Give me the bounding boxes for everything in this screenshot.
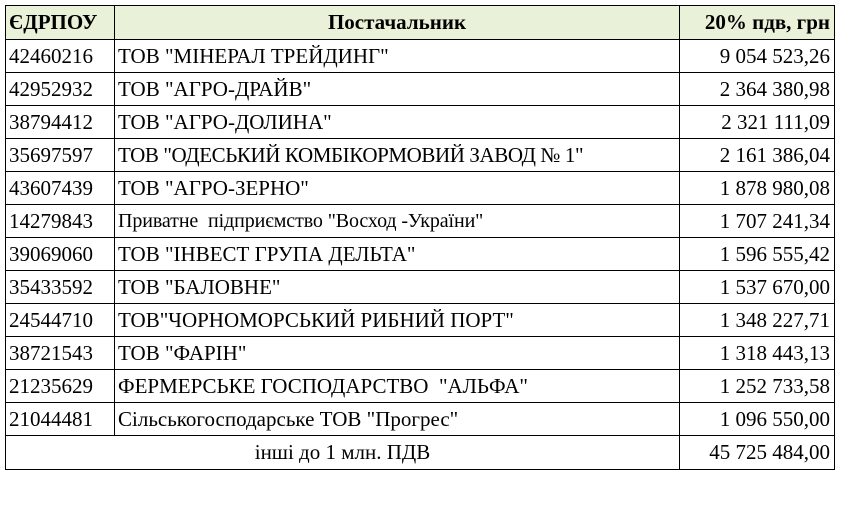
cell-supplier: ТОВ "ІНВЕСТ ГРУПА ДЕЛЬТА" — [115, 238, 680, 271]
cell-supplier: ТОВ "АГРО-ДРАЙВ" — [115, 73, 680, 106]
cell-supplier: ТОВ "АГРО-ДОЛИНА" — [115, 106, 680, 139]
table-row — [6, 304, 835, 337]
cell-supplier: ТОВ"ЧОРНОМОРСЬКИЙ РИБНИЙ ПОРТ" — [115, 304, 680, 337]
total-vat: 45 725 484,00 — [680, 436, 835, 470]
cell-vat: 1 537 670,00 — [680, 271, 835, 304]
cell-vat: 2 161 386,04 — [680, 139, 835, 172]
table-row — [6, 271, 835, 304]
column-header-code: ЄДРПОУ — [6, 6, 115, 40]
supplier-vat-table — [5, 5, 835, 470]
table-row — [6, 40, 835, 73]
table-row — [6, 370, 835, 403]
cell-code: 21235629 — [6, 370, 115, 403]
table-row — [6, 172, 835, 205]
cell-vat: 1 318 443,13 — [680, 337, 835, 370]
cell-vat: 1 878 980,08 — [680, 172, 835, 205]
table-row — [6, 337, 835, 370]
cell-code: 42952932 — [6, 73, 115, 106]
cell-supplier: Приватне підприємство "Восход -України" — [115, 205, 680, 238]
cell-supplier: ТОВ "ФАРІН" — [115, 337, 680, 370]
cell-vat: 9 054 523,26 — [680, 40, 835, 73]
table-row — [6, 106, 835, 139]
cell-code: 14279843 — [6, 205, 115, 238]
cell-vat: 1 348 227,71 — [680, 304, 835, 337]
cell-supplier: ТОВ "АГРО-ЗЕРНО" — [115, 172, 680, 205]
cell-vat: 1 252 733,58 — [680, 370, 835, 403]
cell-vat: 1 707 241,34 — [680, 205, 835, 238]
cell-supplier: ТОВ "ОДЕСЬКИЙ КОМБІКОРМОВИЙ ЗАВОД № 1" — [115, 139, 680, 172]
cell-vat: 2 321 111,09 — [680, 106, 835, 139]
cell-supplier: ФЕРМЕРСЬКЕ ГОСПОДАРСТВО "АЛЬФА" — [115, 370, 680, 403]
cell-code: 35433592 — [6, 271, 115, 304]
cell-code: 43607439 — [6, 172, 115, 205]
cell-code: 42460216 — [6, 40, 115, 73]
cell-code: 38794412 — [6, 106, 115, 139]
table-row — [6, 205, 835, 238]
total-row — [6, 436, 835, 470]
cell-code: 38721543 — [6, 337, 115, 370]
table-row — [6, 403, 835, 436]
cell-code: 24544710 — [6, 304, 115, 337]
cell-vat: 1 596 555,42 — [680, 238, 835, 271]
table-container — [5, 5, 835, 470]
cell-code: 39069060 — [6, 238, 115, 271]
total-label: інші до 1 млн. ПДВ — [6, 436, 680, 470]
cell-code: 21044481 — [6, 403, 115, 436]
cell-vat: 2 364 380,98 — [680, 73, 835, 106]
cell-supplier: ТОВ "БАЛОВНЕ" — [115, 271, 680, 304]
column-header-vat: 20% пдв, грн — [680, 6, 835, 40]
column-header-supplier: Постачальник — [115, 6, 680, 40]
table-row — [6, 73, 835, 106]
cell-code: 35697597 — [6, 139, 115, 172]
cell-vat: 1 096 550,00 — [680, 403, 835, 436]
table-row — [6, 139, 835, 172]
cell-supplier: ТОВ "МІНЕРАЛ ТРЕЙДИНГ" — [115, 40, 680, 73]
header-row — [6, 6, 835, 40]
table-row — [6, 238, 835, 271]
cell-supplier: Сільськогосподарське ТОВ "Прогрес" — [115, 403, 680, 436]
